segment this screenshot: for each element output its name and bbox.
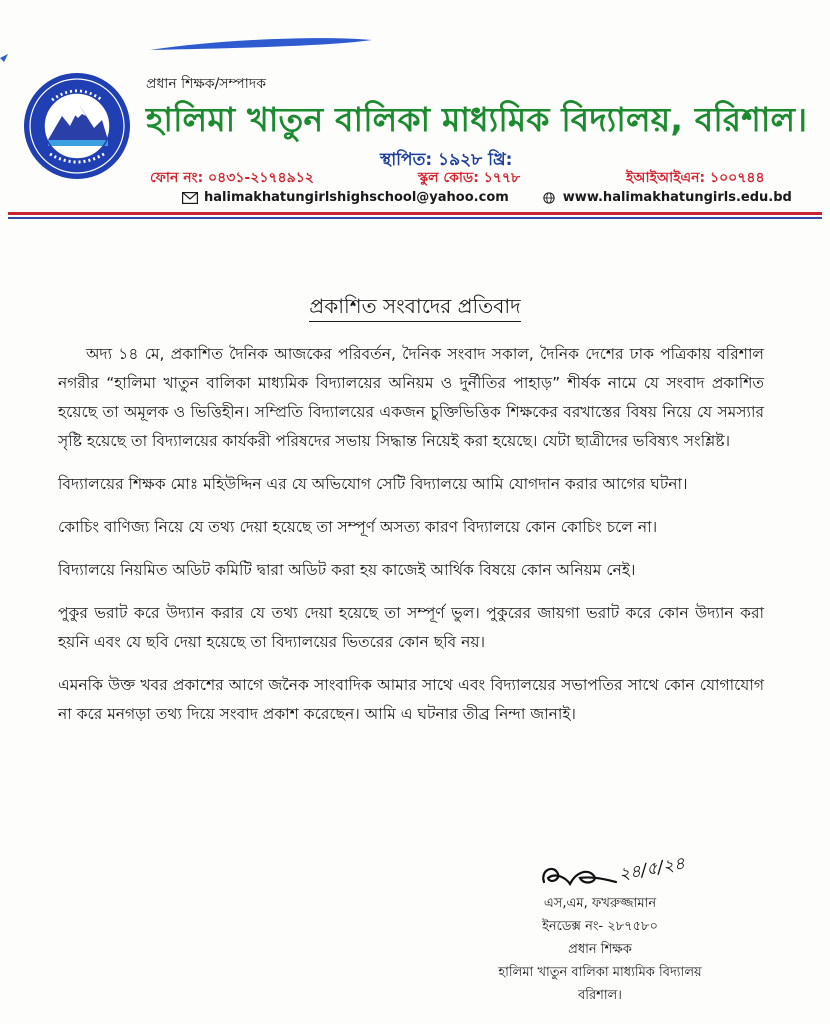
paragraph-3: কোচিং বাণিজ্য নিয়ে যে তথ্য দেয়া হয়েছে তা সম্পূর্ণ অসত্য কারণ বিদ্যালয়ে কোন কোচিং চলে না। <box>58 518 658 536</box>
signature-date: ২৪/৫/২৪ <box>617 853 687 885</box>
school-logo <box>22 70 132 182</box>
signatory-designation: প্রধান শিক্ষক <box>568 942 632 957</box>
eiin-number: ইআইআইএন: ১০০৭৪৪ <box>626 170 765 186</box>
established-year: স্থাপিত: ১৯২৮ খ্রি: <box>380 150 513 170</box>
paragraph-1: অদ্য ১৪ মে, প্রকাশিত দৈনিক আজকের পরিবর্তন, দৈনিক সংবাদ সকাল, দৈনিক দেশের ঢাক পত্রিকায় বরিশাল নগরীর “হালিমা খাতুন বালিকা মাধ্যমিক বিদ্যালয়ের অনিয়ম ও দুর্নীতির পাহাড়” শীর্ষক নামে যে সংবাদ প্রকাশিত হয়েছে তা অমূলক ও ভিত্তিহীন। সম্প্রিতি বিদ্যালয়ের একজন চুক্তিভিত্তিক শিক্ষকের বরখাস্তের বিষয় নিয়ে যে সমস্যার সৃষ্টি হয়েছে তা বিদ্যালয়ের কার্যকরী পরিষদের সভায় সিদ্ধান্ত নিয়েই করা হয়েছে। যেটা ছাত্রীদের ভবিষ্যৎ সংশ্লিষ্ট। <box>58 345 764 450</box>
signatory-block <box>450 892 750 1007</box>
phone-number: ফোন নং: ০৪৩১-২১৭৪৯১২ <box>150 170 314 186</box>
document-body <box>58 340 764 743</box>
signatory-name: এস,এম, ফখরুজ্জামান <box>543 896 657 911</box>
website-url: www.halimakhatungirls.edu.bd <box>562 190 792 205</box>
document-title-text: প্রকাশিত সংবাদের প্রতিবাদ <box>309 294 520 322</box>
email-address: halimakhatungirlshighschool@yahoo.com <box>204 190 509 205</box>
paragraph-4: বিদ্যালয়ে নিয়মিত অডিট কমিটি দ্বারা অডিট করা হয় কাজেই আর্থিক বিষয়ে কোন অনিয়ম নেই। <box>58 561 636 579</box>
globe-icon <box>541 192 557 204</box>
web-contact-row <box>182 190 792 205</box>
school-code: স্কুল কোড: ১৭৭৮ <box>418 170 521 186</box>
header-divider-blue <box>8 217 822 219</box>
editor-line: প্রধান শিক্ষক/সম্পাদক <box>146 76 266 92</box>
mail-icon <box>182 192 198 204</box>
school-name: হালিমা খাতুন বালিকা মাধ্যমিক বিদ্যালয়, বরিশাল। <box>146 100 808 139</box>
signatory-index: ইনডেক্স নং- ২৮৭৫৮০ <box>542 919 658 934</box>
paragraph-2: বিদ্যালয়ের শিক্ষক মোঃ মহিউদ্দিন এর যে অভিযোগ সেটি বিদ্যালয়ে আমি যোগদান করার আগের ঘটনা। <box>58 475 688 493</box>
signatory-city: বরিশাল। <box>578 988 622 1003</box>
paragraph-6: এমনকি উক্ত খবর প্রকাশের আগে জনৈক সাংবাদিক আমার সাথে এবং বিদ্যালয়ের সভাপতির সাথে কোন যোগাযোগ না করে মনগড়া তথ্য দিয়ে সংবাদ প্রকাশ করেছেন। আমি এ ঘটনার তীব্র নিন্দা জানাই। <box>58 676 764 723</box>
document-title <box>0 292 830 325</box>
header-swoosh <box>0 32 830 72</box>
signatory-school: হালিমা খাতুন বালিকা মাধ্যমিক বিদ্যালয় <box>498 965 702 980</box>
header-divider-red <box>8 212 822 215</box>
paragraph-5: পুকুর ভরাট করে উদ্যান করার যে তথ্য দেয়া হয়েছে তা সম্পূর্ণ ভুল। পুকুরের জায়গা ভরাট করে কোন উদ্যান করা হয়নি এবং যে ছবি দেয়া হয়েছে তা বিদ্যালয়ের ভিতরের কোন ছবি নয়। <box>58 604 764 651</box>
